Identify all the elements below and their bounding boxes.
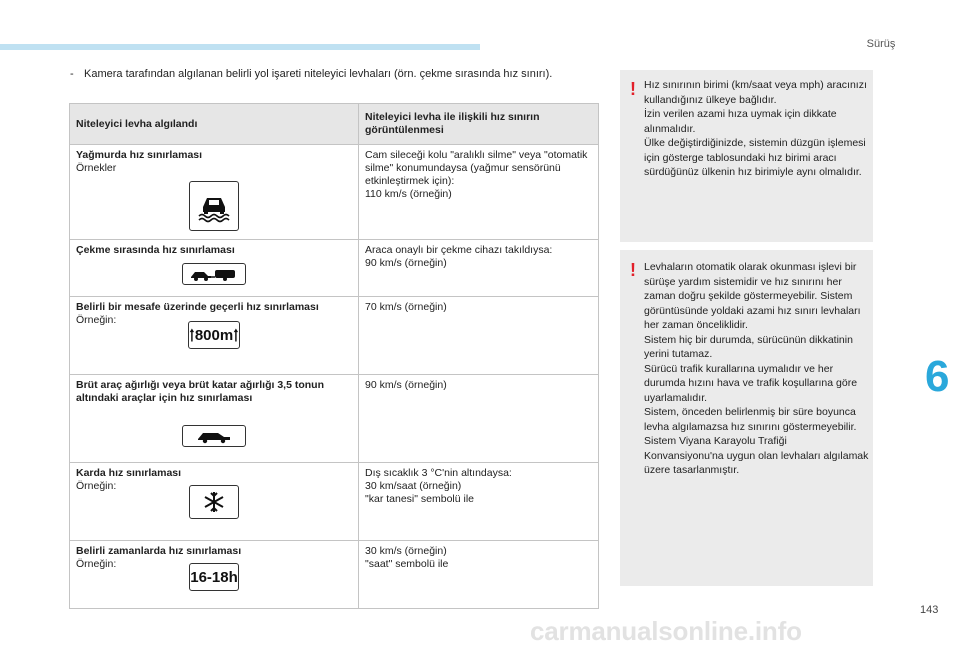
watermark: carmanualsonline.info: [530, 616, 802, 646]
warning-icon: !: [630, 260, 636, 280]
table-row: [70, 541, 599, 609]
sign-cell: [70, 541, 359, 609]
towing-sign-icon: [182, 263, 246, 285]
sign-cell: [70, 463, 359, 541]
value-cell: Dış sıcaklık 3 °C'nin altındaysa: 30 km/saat (örneğin) "kar tanesi" sembolü ile: [359, 463, 599, 541]
bullet-dash: -: [70, 68, 74, 80]
rain-sign-icon: [189, 181, 239, 231]
table-row: [70, 297, 599, 375]
table-header-display: Niteleyici levha ile ilişkili hız sınırın görüntülenmesi: [359, 104, 599, 145]
time-sign-icon: [189, 563, 239, 591]
row-title: Belirli bir mesafe üzerinde geçerli hız sınırlaması: [76, 301, 319, 313]
note-text: Hız sınırının birimi (km/saat veya mph) aracınızı kullandığınız ülkeye bağlıdır. İzin verilen azami hıza uymak için dikkate alınmalıdır. Ülke değiştirdiğinizde, sistemin düzgün işlemesi için gösterge tablosundaki hız birimi aracı sürdüğünüz ülkenin hız birimiyle aynı olmalıdır.: [644, 79, 867, 178]
chapter-number: 6: [925, 352, 950, 401]
qualifier-signs-table: [69, 103, 599, 609]
table-row: [70, 463, 599, 541]
note-text: Levhaların otomatik olarak okunması işlevi bir sürüşe yardım sistemidir ve hız sınırını her zaman doğru şekilde göstermeyebilir. Sistem görüntüsünde yoldaki azami hız sınırı levhaları her zaman önceliklidir. Sistem hiç bir durumda, sürücünün dikkatinin yerini tutamaz. Sürücü trafik kurallarına uymalıdır ve her durumda hızını hava ve trafik koşullarına göre uyarlamalıdır. Sistem, önceden belirlenmiş bir süre boyunca levha algılamazsa hız sınırını göstermeyebilir. Sistem Viyana Karayolu Trafiği Konvansiyonu'na uygun olan levhaları algılamak üzere tasarlanmıştır.: [644, 261, 869, 476]
sign-cell: [70, 145, 359, 240]
snowflake-sign-icon: [189, 485, 239, 519]
sign-cell: [70, 297, 359, 375]
note-box-units: [620, 70, 873, 242]
table-row: [70, 145, 599, 240]
value-cell: 30 km/s (örneğin) "saat" sembolü ile: [359, 541, 599, 609]
car-sign-icon: [182, 425, 246, 447]
value-cell: 70 km/s (örneğin): [359, 297, 599, 375]
intro-text: Kamera tarafından algılanan belirli yol işareti niteleyici levhaları (örn. çekme sırasında hız sınırı).: [84, 68, 553, 80]
value-cell: Araca onaylı bir çekme cihazı takıldıysa: 90 km/s (örneğin): [359, 240, 599, 297]
note-box-system: [620, 250, 873, 586]
table-row: [70, 375, 599, 463]
row-subtitle: Örneğin:: [76, 558, 117, 570]
sign-cell: [70, 375, 359, 463]
intro-paragraph: [70, 67, 610, 81]
section-title: Sürüş: [866, 38, 896, 50]
table-row: [70, 240, 599, 297]
row-subtitle: Örnekler: [76, 162, 117, 174]
page-number: 143: [920, 604, 939, 616]
distance-sign-icon: [188, 321, 240, 349]
value-cell: Cam sileceği kolu "aralıklı silme" veya "otomatik silme" konumundaysa (yağmur sensörünü etkinleştirmek için): 110 km/s (örneğin): [359, 145, 599, 240]
warning-icon: !: [630, 79, 636, 99]
row-title: Brüt araç ağırlığı veya brüt katar ağırlığı 3,5 tonun altındaki araçlar için hız sınırlaması: [76, 379, 324, 404]
row-title: Belirli zamanlarda hız sınırlaması: [76, 545, 242, 557]
distance-sign-text: 800m: [194, 326, 234, 344]
row-subtitle: Örneğin:: [76, 480, 117, 492]
row-title: Çekme sırasında hız sınırlaması: [76, 244, 235, 256]
row-subtitle: Örneğin:: [76, 314, 117, 326]
time-sign-text: 16-18h: [190, 568, 238, 586]
sign-cell: [70, 240, 359, 297]
table-header-detected: Niteleyici levha algılandı: [70, 104, 359, 145]
header-accent-bar: [0, 44, 480, 50]
row-title: Karda hız sınırlaması: [76, 467, 182, 479]
table-header-row: [70, 104, 599, 145]
value-cell: 90 km/s (örneğin): [359, 375, 599, 463]
row-title: Yağmurda hız sınırlaması: [76, 149, 203, 161]
